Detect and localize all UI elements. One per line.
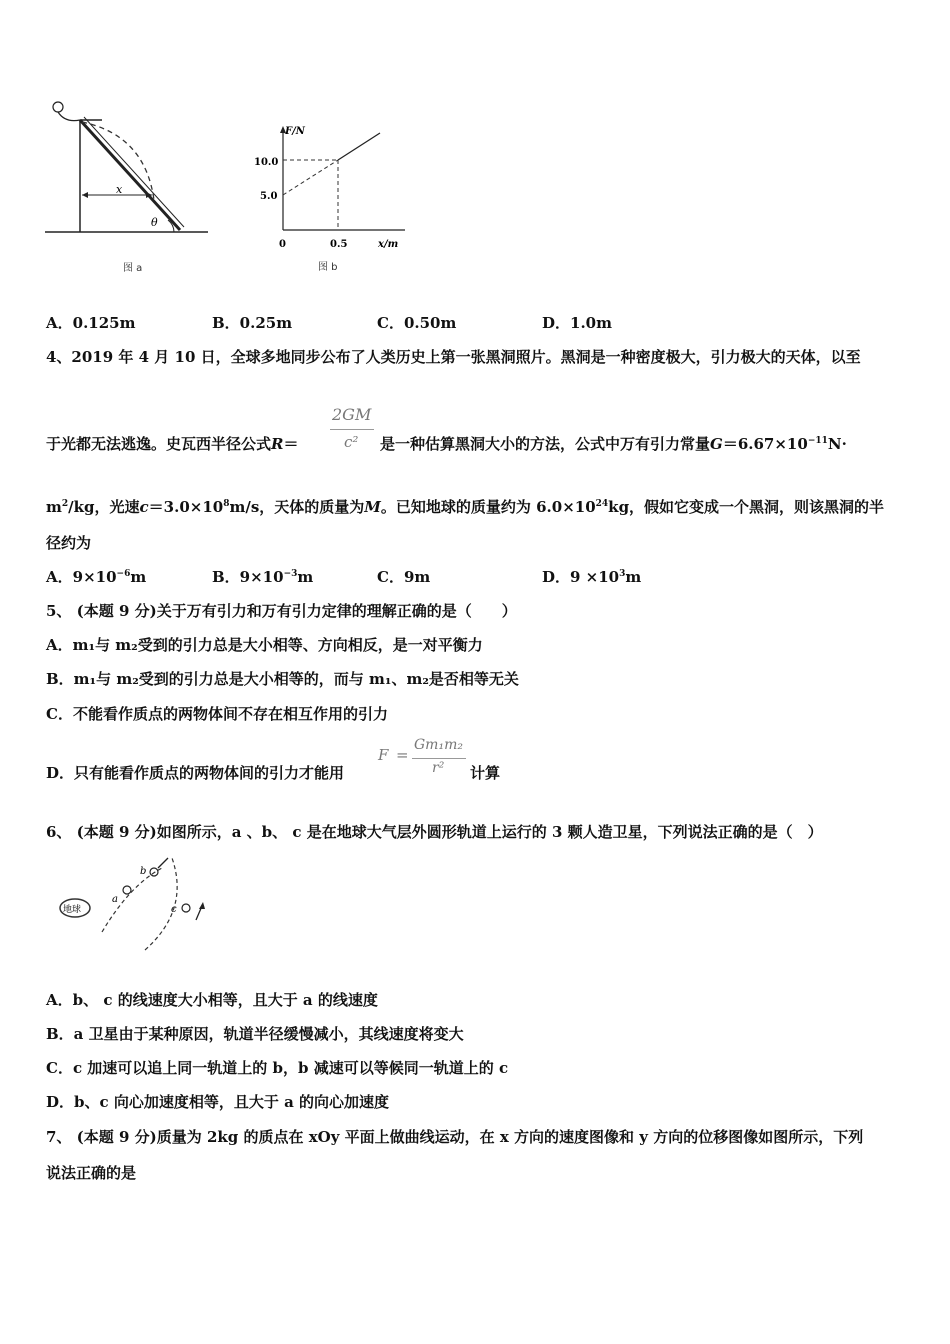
q4-stem-line1: 4、2019 年 4 月 10 日，全球多地同步公布了人类历史上第一张黑洞照片。黑洞是一种密度极大，引力极大的天体，以至 xyxy=(46,348,861,366)
q5-option-b[interactable]: B．m₁与 m₂受到的引力总是大小相等的，而与 m₁、m₂是否相等无关 xyxy=(46,670,519,688)
fig-b-ytick-10: 10.0 xyxy=(254,157,279,168)
fig-a-angle-label: θ xyxy=(151,216,158,229)
fig-b-caption: 图 b xyxy=(318,262,338,273)
satellite-a-icon xyxy=(123,886,131,894)
q3-option-c[interactable]: C．0.50m xyxy=(377,314,457,332)
pivot-loop xyxy=(53,102,63,112)
fig-b-x-axis-label: x/m xyxy=(378,239,399,250)
fig-b-ytick-5: 5.0 xyxy=(260,191,278,202)
earth-label: 地球 xyxy=(63,905,82,915)
q4-frac-denominator: c² xyxy=(344,433,359,451)
fig-a-x-label: x xyxy=(116,183,123,196)
q3-option-a[interactable]: A．0.125m xyxy=(46,314,136,332)
fig-b-origin: 0 xyxy=(279,239,286,250)
q4-option-d[interactable]: D．$9 \times 10^3m$ xyxy=(542,568,642,586)
q5-formula-F: F xyxy=(378,746,389,764)
q4-frac-bar xyxy=(330,429,374,430)
sat-b-label: b xyxy=(140,866,147,877)
q5-option-c[interactable]: C．不能看作质点的两物体间不存在相互作用的引力 xyxy=(46,705,388,723)
q5-option-d-post: 计算 xyxy=(470,764,501,782)
q6-option-a[interactable]: A．b、 c 的线速度大小相等，且大于 a 的线速度 xyxy=(46,991,378,1009)
q5-option-d[interactable]: D．只有能看作质点的两物体间的引力才能用 xyxy=(46,764,345,782)
figure-b xyxy=(250,120,410,280)
fig-b-xtick: 0.5 xyxy=(330,239,348,250)
figure-a xyxy=(40,95,215,280)
fig-a-caption: 图 a xyxy=(123,263,143,274)
fig-b-y-axis-label: F/N xyxy=(285,126,305,137)
q7-stem-line1: 7、 (本题 9 分)质量为 2kg 的质点在 xOy 平面上做曲线运动，在 x 方向的速度图像和 y 方向的位移图像如图所示，下列 xyxy=(46,1128,864,1146)
q3-option-b[interactable]: B．0.25m xyxy=(212,314,293,332)
q4-stem-line4: 径约为 xyxy=(46,534,92,552)
q4-option-b[interactable]: B．$9\times 10^{-3}m$ xyxy=(212,568,314,586)
q6-stem: 6、 (本题 9 分)如图所示，a 、b、 c 是在地球大气层外圆形轨道上运行的 3 颗人造卫星，下列说法正确的是（ ） xyxy=(46,823,823,841)
q5-option-a[interactable]: A．m₁与 m₂受到的引力总是大小相等、方向相反，是一对平衡力 xyxy=(46,636,483,654)
q3-option-d[interactable]: D．1.0m xyxy=(542,314,612,332)
orbit-a xyxy=(102,868,162,932)
incline-rod xyxy=(80,120,180,230)
q5-stem: 5、 (本题 9 分)关于万有引力和万有引力定律的理解正确的是（ ） xyxy=(46,602,517,620)
q5-formula-num: Gm₁m₂ xyxy=(414,737,463,753)
fig-b-dashed-segment xyxy=(283,160,338,195)
q4-option-c[interactable]: C．9m xyxy=(377,568,431,586)
q6-option-b[interactable]: B．a 卫星由于某种原因，轨道半径缓慢减小，其线速度将变大 xyxy=(46,1025,464,1043)
sat-a-label: a xyxy=(112,894,118,905)
q4-option-a[interactable]: A．$9\times 10^{-6}m$ xyxy=(46,568,147,586)
q4-stem-line3: $m^2/kg$，光速$c=3.0\times 10^8m/s$，天体的质量为M。已知地球的质量约为 $6.0\times 10^{24}kg$，假如它变成一个黑洞，则该黑洞的半 xyxy=(46,498,885,516)
q4-stem-line2: 于光都无法逃逸。史瓦西半径公式R＝ xyxy=(46,435,299,453)
q6-option-d[interactable]: D．b、c 向心加速度相等，且大于 a 的向心加速度 xyxy=(46,1093,390,1111)
q7-stem-line2: 说法正确的是 xyxy=(46,1164,137,1182)
sat-c-label: c xyxy=(171,904,177,915)
fig-b-solid-line xyxy=(338,133,380,160)
q5-formula-den: r² xyxy=(432,760,445,776)
satellite-b-icon xyxy=(150,868,158,876)
q4-stem-line2b: 是一种估算黑洞大小的方法，公式中万有引力常量$G=6.67\times 10^{-11}N\cdot$ xyxy=(380,435,847,453)
figure-satellites xyxy=(50,850,220,960)
q4-frac-numerator: 2GM xyxy=(332,405,372,424)
q5-formula-bar xyxy=(412,758,466,759)
q5-formula-eq: = xyxy=(396,746,409,764)
q6-option-c[interactable]: C．c 加速可以追上同一轨道上的 b，b 减速可以等候同一轨道上的 c xyxy=(46,1059,509,1077)
satellite-c-icon xyxy=(182,904,190,912)
